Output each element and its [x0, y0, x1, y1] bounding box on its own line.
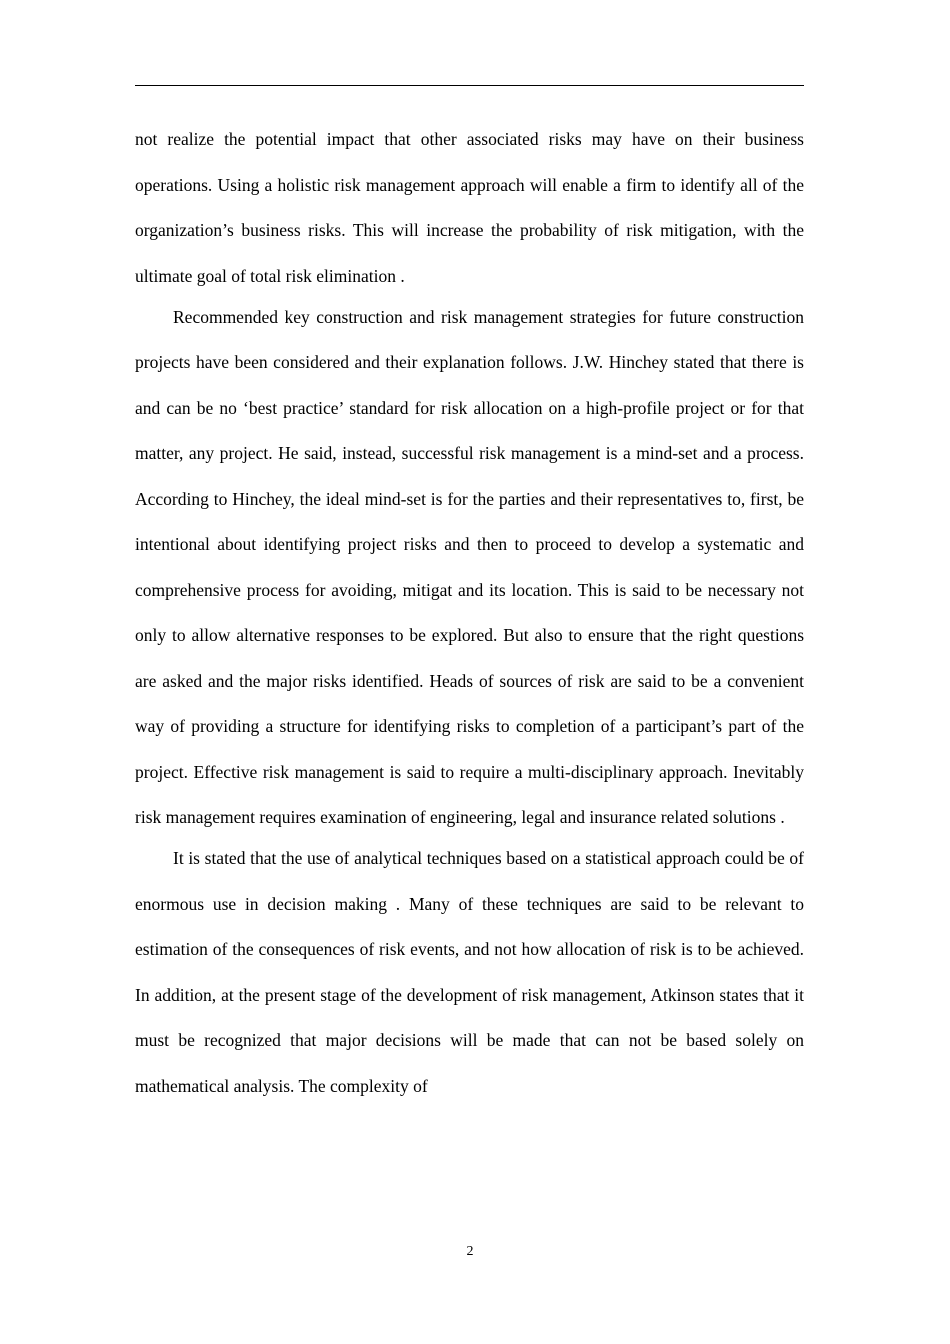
paragraph-analytical-techniques: It is stated that the use of analytical techniques based on a statistical approach could be of enormous use in decision making . Many of these techniques are said to be relevant to estimation of the consequences of risk events, and not how allocation of risk is to be achieved. In addition, at the present stage of the development of risk management, Atkinson states that it must be recognized that major decisions will be made that can not be based solely on mathematical analysis. The complexity of — [135, 848, 804, 1096]
paragraph-continuation: not realize the potential impact that other associated risks may have on their business operations. Using a holistic risk management approach will enable a firm to identify all of the organization’s business risks. This will increase the probability of risk mitigation, with the ultimate goal of total risk elimination . — [135, 129, 804, 286]
paragraph-strategies: Recommended key construction and risk management strategies for future construction projects have been considered and their explanation follows. J.W. Hinchey stated that there is and can be no ‘best practice’ standard for risk allocation on a high-profile project or for that matter, any project. He said, instead, successful risk management is a mind-set and a process. According to Hinchey, the ideal mind-set is for the parties and their representatives to, first, be intentional about identifying project risks and then to proceed to develop a systematic and comprehensive process for avoiding, mitigat and its location. This is said to be necessary not only to allow alternative responses to be explored. But also to ensure that the right questions are asked and the major risks identified. Heads of sources of risk are said to be a convenient way of providing a structure for identifying risks to completion of a participant’s part of the project. Effective risk management is said to require a multi-disciplinary approach. Inevitably risk management requires examination of engineering, legal and insurance related solutions . — [135, 306, 804, 827]
body-text — [135, 117, 804, 1105]
header-rule — [135, 85, 804, 86]
page-number: 2 — [466, 1244, 474, 1259]
